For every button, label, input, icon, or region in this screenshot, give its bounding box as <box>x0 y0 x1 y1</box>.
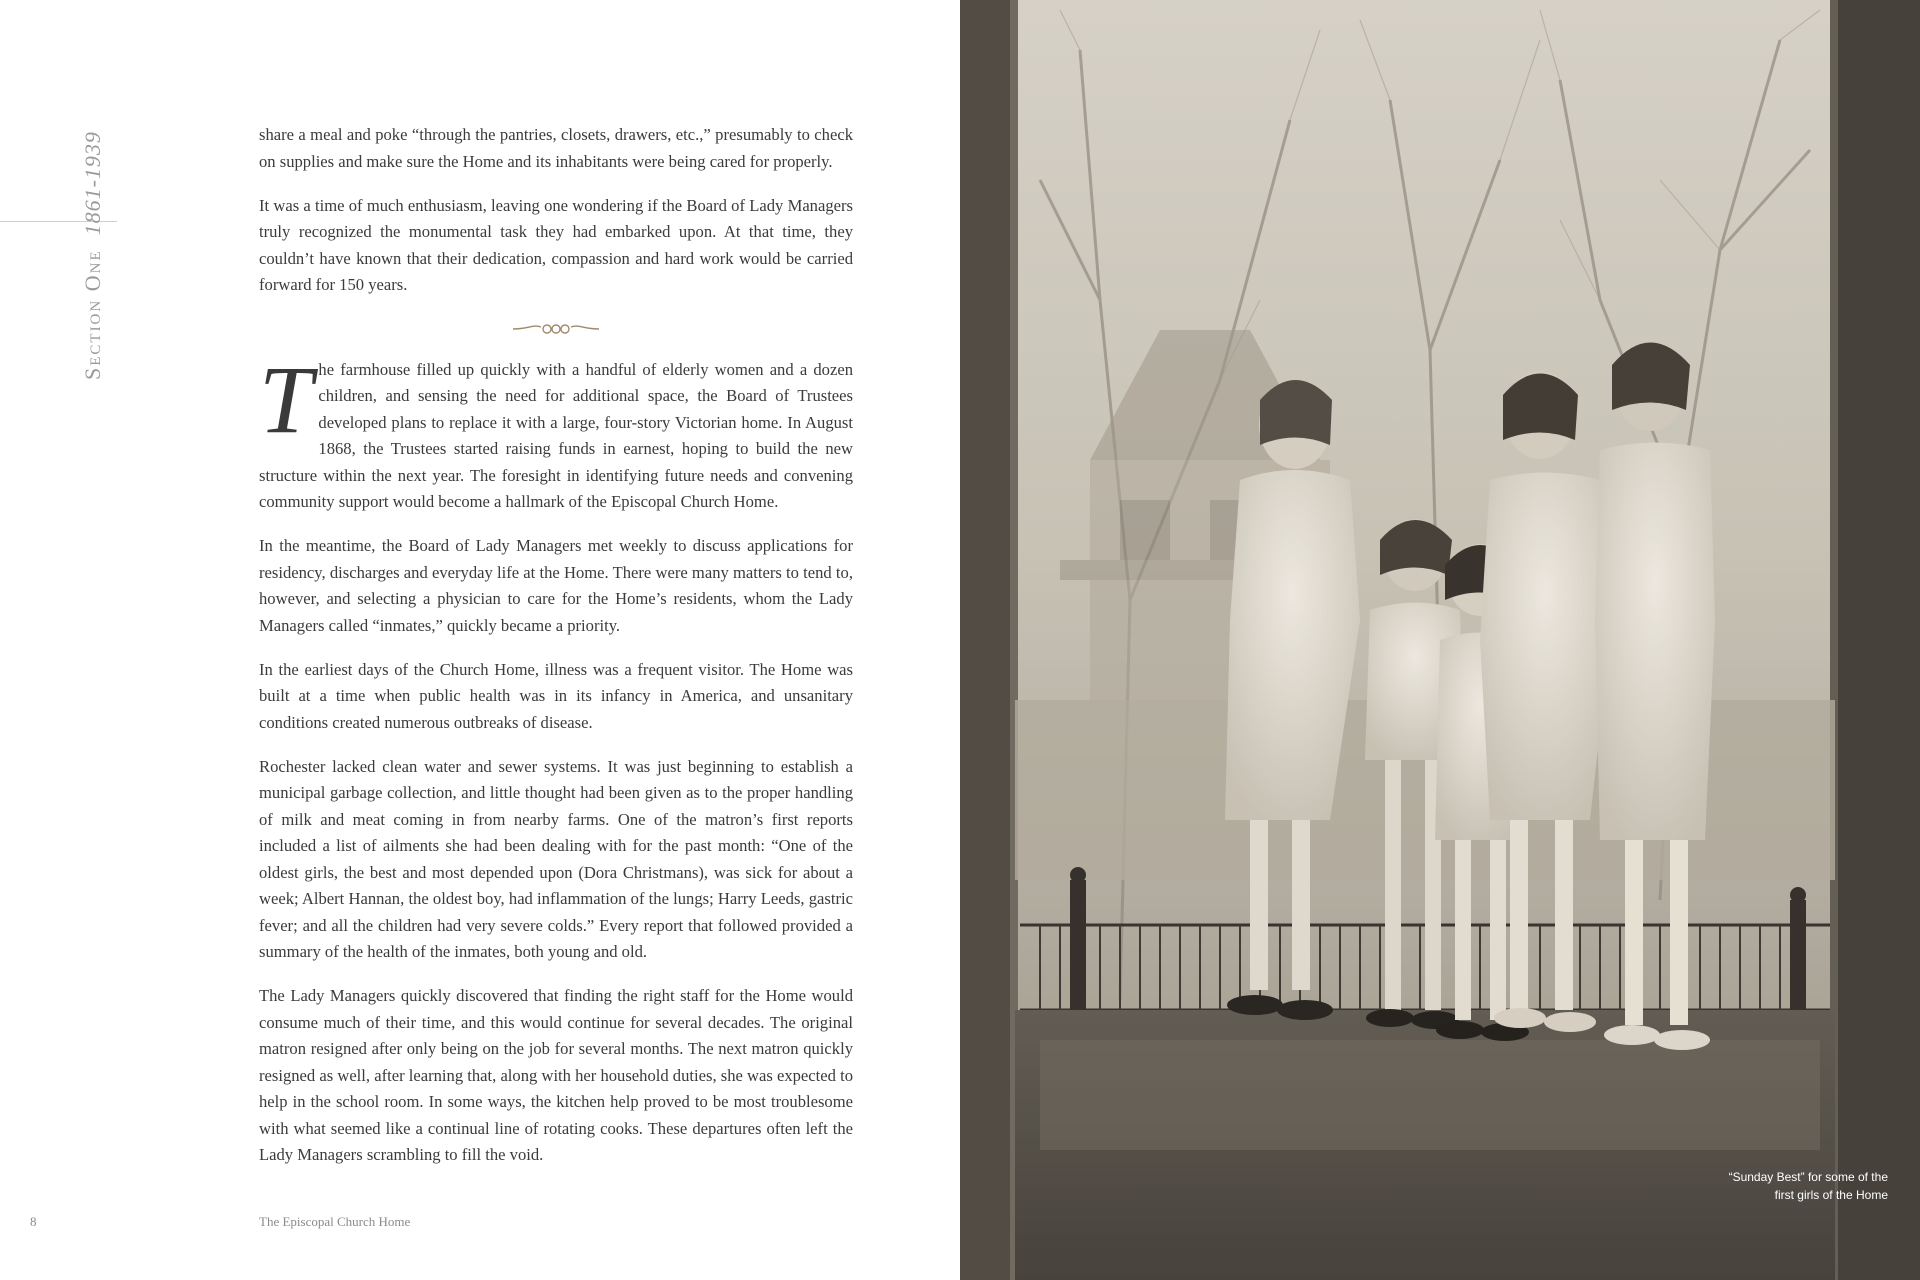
body-text <box>259 122 853 1186</box>
paragraph-3 <box>259 345 853 516</box>
running-footer-title: The Episcopal Church Home <box>259 1214 411 1229</box>
paragraph-4: In the meantime, the Board of Lady Managers met weekly to discuss applications for residency, discharges and everyday life at the Home. There were many matters to tend to, however, and selecting a physician to care for the Home’s residents, whom the Lady Managers called “inmates,” quickly became a priority. <box>259 536 853 635</box>
paragraph-1: share a meal and poke “through the pantries, closets, drawers, etc.,” presumably to check on supplies and make sure the Home and its inhabitants were being cared for properly. <box>259 125 853 171</box>
section-name: Section One <box>80 249 105 380</box>
caption-line-2: first girls of the Home <box>1774 1188 1888 1202</box>
page-number: 8 <box>30 1214 37 1229</box>
caption-line-1: “Sunday Best” for some of the <box>1728 1170 1888 1184</box>
sepia-photo-girls-on-porch <box>960 0 1920 1280</box>
section-side-label <box>80 131 106 380</box>
drop-cap: T <box>259 345 313 453</box>
paragraph-5: In the earliest days of the Church Home, illness was a frequent visitor. The Home was built at a time when public health was in its infancy in America, and unsanitary conditions created numerous outbreaks of disease. <box>259 659 853 732</box>
paragraph-3-text: he farmhouse filled up quickly with a handful of elderly women and a dozen children, and sensing the need for additional space, the Board of Trustees developed plans to replace it with a large, four-story Victorian home. In August 1868, the Trustees started raising funds in earnest, hoping to build the new structure within the next year. The foresight in identifying future needs and convening community support would become a hallmark of the Episcopal Church Home. <box>259 359 853 511</box>
right-page <box>960 0 1920 1280</box>
paragraph-6: Rochester lacked clean water and sewer systems. It was just beginning to establish a municipal garbage collection, and little thought had been given as to the proper handling of milk and meat coming in from nearby farms. One of the matron’s first reports included a list of ailments she had been dealing with for the past month: “One of the oldest girls, the best and most depended upon (Dora Christmans), was sick for about a week; Albert Hannan, the oldest boy, had inflammation of the lungs; Harry Leeds, gastric fever; and all the children had very severe colds.” Every report that followed provided a summary of the health of the inmates, both young and old. <box>259 756 853 961</box>
section-years: 1861-1939 <box>80 131 105 236</box>
ornament-divider-icon <box>259 319 853 335</box>
paragraph-7: The Lady Managers quickly discovered that finding the right staff for the Home would consume much of their time, and this would continue for several decades. The original matron resigned after only being on the job for several months. The next matron quickly resigned as well, after learning that, along with her household duties, she was expected to help in the school room. In some ways, the kitchen help proved to be most troublesome with what seemed like a continual line of rotating cooks. These departures often left the Lady Managers scrambling to fill the void. <box>259 986 853 1164</box>
photo-caption <box>1668 1168 1888 1204</box>
paragraph-2: It was a time of much enthusiasm, leaving one wondering if the Board of Lady Managers truly recognized the monumental task they had embarked upon. At that time, they couldn’t have known that their dedication, compassion and hard work would be carried forward for 150 years. <box>259 195 853 294</box>
